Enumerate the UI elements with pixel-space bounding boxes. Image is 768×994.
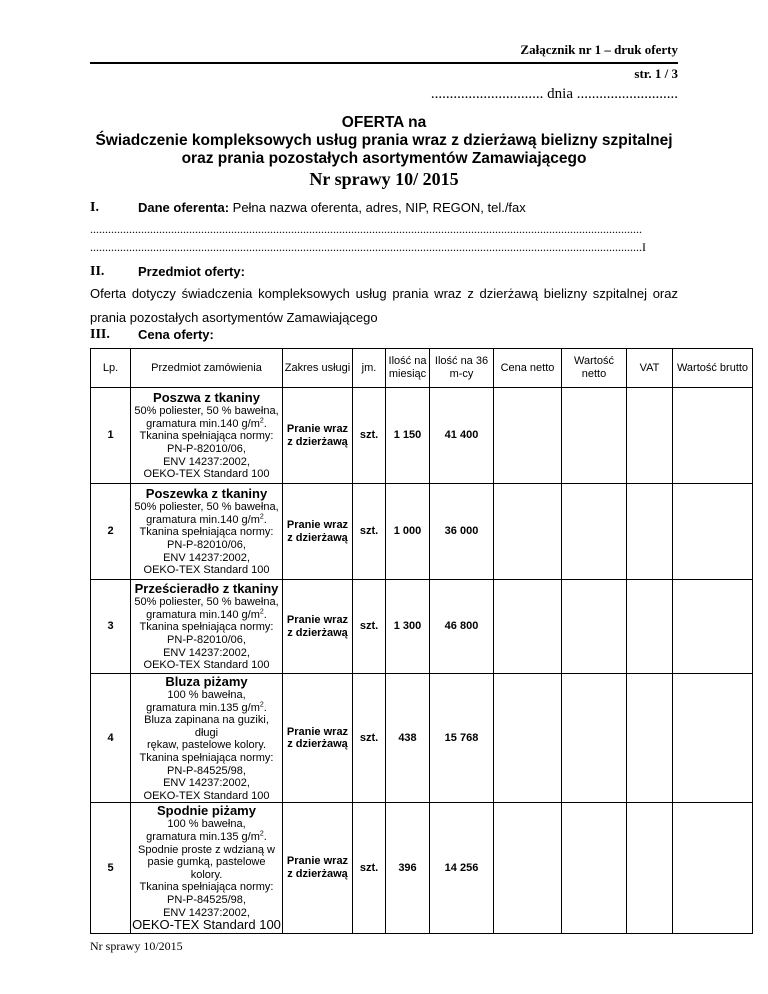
row-scope: Pranie wraz z dzierżawą — [283, 580, 353, 674]
row-item — [131, 484, 283, 580]
section-label: Dane oferenta: Pełna nazwa oferenta, adres, NIP, REGON, tel./fax — [138, 200, 526, 215]
row-net-value[interactable] — [562, 484, 627, 580]
row-monthly: 438 — [386, 674, 430, 803]
row-36-months: 46 800 — [430, 580, 494, 674]
row-net-value[interactable] — [562, 803, 627, 933]
item-desc: 50% poliester, 50 % bawełna, gramatura min.140 $g/m^2$. Tkanina spełniająca normy: PN-P-82010/06, ENV 14237:2002, OEKO-TEX Standard 100 — [134, 596, 279, 672]
row-scope: Pranie wraz z dzierżawą — [283, 388, 353, 484]
item-name: Spodnie piżamy — [157, 803, 256, 819]
title-line-1: OFERTA na — [341, 114, 427, 131]
col-net-price: Cena netto — [494, 349, 562, 388]
col-net-value: Wartość netto — [562, 349, 627, 388]
row-vat[interactable] — [627, 803, 673, 933]
row-monthly: 396 — [386, 803, 430, 933]
row-item — [131, 580, 283, 674]
row-item — [131, 388, 283, 484]
item-name: Poszewka z tkaniny — [145, 486, 268, 502]
item-name: Prześcieradło z tkaniny — [134, 581, 279, 597]
page-number: str. 1 / 3 — [634, 66, 678, 81]
row-net-price[interactable] — [494, 674, 562, 803]
row-unit: szt. — [353, 388, 386, 484]
section-label: Cena oferty: — [138, 327, 214, 342]
row-net-price[interactable] — [494, 580, 562, 674]
row-gross-value[interactable] — [673, 580, 753, 674]
offer-title — [90, 114, 678, 190]
row-36-months: 14 256 — [430, 803, 494, 933]
row-lp: 2 — [91, 484, 131, 580]
attachment-title: Załącznik nr 1 – druk oferty — [520, 42, 678, 57]
row-36-months: 41 400 — [430, 388, 494, 484]
title-line-3: oraz prania pozostałych asortymentów Zamawiającego — [181, 150, 587, 167]
subject-text: Oferta dotyczy świadczenia kompleksowych usług prania wraz z dzierżawą bielizny szpitalnej oraz prania pozostałych asortymentów Zamawiającego — [90, 286, 678, 325]
row-gross-value[interactable] — [673, 803, 753, 933]
table-row — [91, 484, 753, 580]
section-number: III. — [90, 327, 110, 342]
col-vat: VAT — [627, 349, 673, 388]
table-header-row — [91, 349, 753, 388]
row-lp: 3 — [91, 580, 131, 674]
row-unit: szt. — [353, 580, 386, 674]
table-row — [91, 388, 753, 484]
row-36-months: 36 000 — [430, 484, 494, 580]
row-gross-value[interactable] — [673, 484, 753, 580]
item-name: Poszwa z tkaniny — [153, 390, 260, 406]
row-scope: Pranie wraz z dzierżawą — [283, 674, 353, 803]
row-gross-value[interactable] — [673, 674, 753, 803]
col-monthly: Ilość na miesiąc — [386, 349, 430, 388]
col-gross-value: Wartość brutto — [673, 349, 753, 388]
col-36-months: Ilość na 36 m-cy — [430, 349, 494, 388]
item-desc: 100 % bawełna, gramatura min.135 $g/m^2$. Bluza zapinana na guziki, długi rękaw, pastelowe kolory. Tkanina spełniająca normy: PN-P-84525/98, ENV 14237:2002, OEKO-TEX Standard 100 — [139, 689, 274, 802]
section-number: II. — [90, 264, 105, 279]
table-row — [91, 580, 753, 674]
row-net-price[interactable] — [494, 484, 562, 580]
row-vat[interactable] — [627, 580, 673, 674]
row-lp: 4 — [91, 674, 131, 803]
row-net-price[interactable] — [494, 803, 562, 933]
offeror-fill-line-1: ........................................................................................................................................................................................ — [90, 222, 642, 236]
row-net-value[interactable] — [562, 580, 627, 674]
title-line-2: Świadczenie kompleksowych usług prania wraz z dzierżawą bielizny szpitalnej — [95, 132, 673, 149]
row-36-months: 15 768 — [430, 674, 494, 803]
row-unit: szt. — [353, 803, 386, 933]
offeror-fill-line-2: ........................................................................................................................................................................................I — [90, 240, 646, 254]
row-monthly: 1 150 — [386, 388, 430, 484]
row-net-value[interactable] — [562, 674, 627, 803]
item-name: Bluza piżamy — [165, 674, 248, 689]
row-lp: 5 — [91, 803, 131, 933]
row-monthly: 1 000 — [386, 484, 430, 580]
section-label: Przedmiot oferty: — [138, 264, 245, 279]
col-lp: Lp. — [91, 349, 131, 388]
row-vat[interactable] — [627, 388, 673, 484]
table-row — [91, 674, 753, 803]
item-desc: 50% poliester, 50 % bawełna, gramatura min.140 $g/m^2$. Tkanina spełniająca normy: PN-P-82010/06, ENV 14237:2002, OEKO-TEX Standard 100 — [134, 501, 279, 577]
row-vat[interactable] — [627, 484, 673, 580]
item-desc: 50% poliester, 50 % bawełna, gramatura min.140 $g/m^2$. Tkanina spełniająca normy: PN-P-82010/06, ENV 14237:2002, OEKO-TEX Standard 100 — [134, 405, 279, 481]
row-monthly: 1 300 — [386, 580, 430, 674]
row-lp: 1 — [91, 388, 131, 484]
row-gross-value[interactable] — [673, 388, 753, 484]
date-line: .............................. dnia ........................... — [430, 86, 678, 102]
row-unit: szt. — [353, 674, 386, 803]
item-desc: 100 % bawełna, gramatura min.135 $g/m^2$. Spodnie proste z wdzianą w pasie gumką, pastelowe kolory. Tkanina spełniająca normy: PN-P-84525/98, ENV 14237:2002, OEKO-TEX Standard 100 — [132, 818, 281, 933]
row-vat[interactable] — [627, 674, 673, 803]
row-item — [131, 674, 283, 803]
row-scope: Pranie wraz z dzierżawą — [283, 484, 353, 580]
col-scope: Zakres usługi — [283, 349, 353, 388]
section-number: I. — [90, 200, 99, 215]
row-item — [131, 803, 283, 933]
col-unit: jm. — [353, 349, 386, 388]
row-unit: szt. — [353, 484, 386, 580]
row-scope: Pranie wraz z dzierżawą — [283, 803, 353, 933]
table-row — [91, 803, 753, 933]
col-item: Przedmiot zamówienia — [131, 349, 283, 388]
header-rule — [90, 62, 678, 64]
case-number: Nr sprawy 10/ 2015 — [309, 169, 459, 189]
row-net-value[interactable] — [562, 388, 627, 484]
row-net-price[interactable] — [494, 388, 562, 484]
price-table — [90, 348, 753, 934]
page-footer: Nr sprawy 10/2015 — [90, 939, 183, 953]
